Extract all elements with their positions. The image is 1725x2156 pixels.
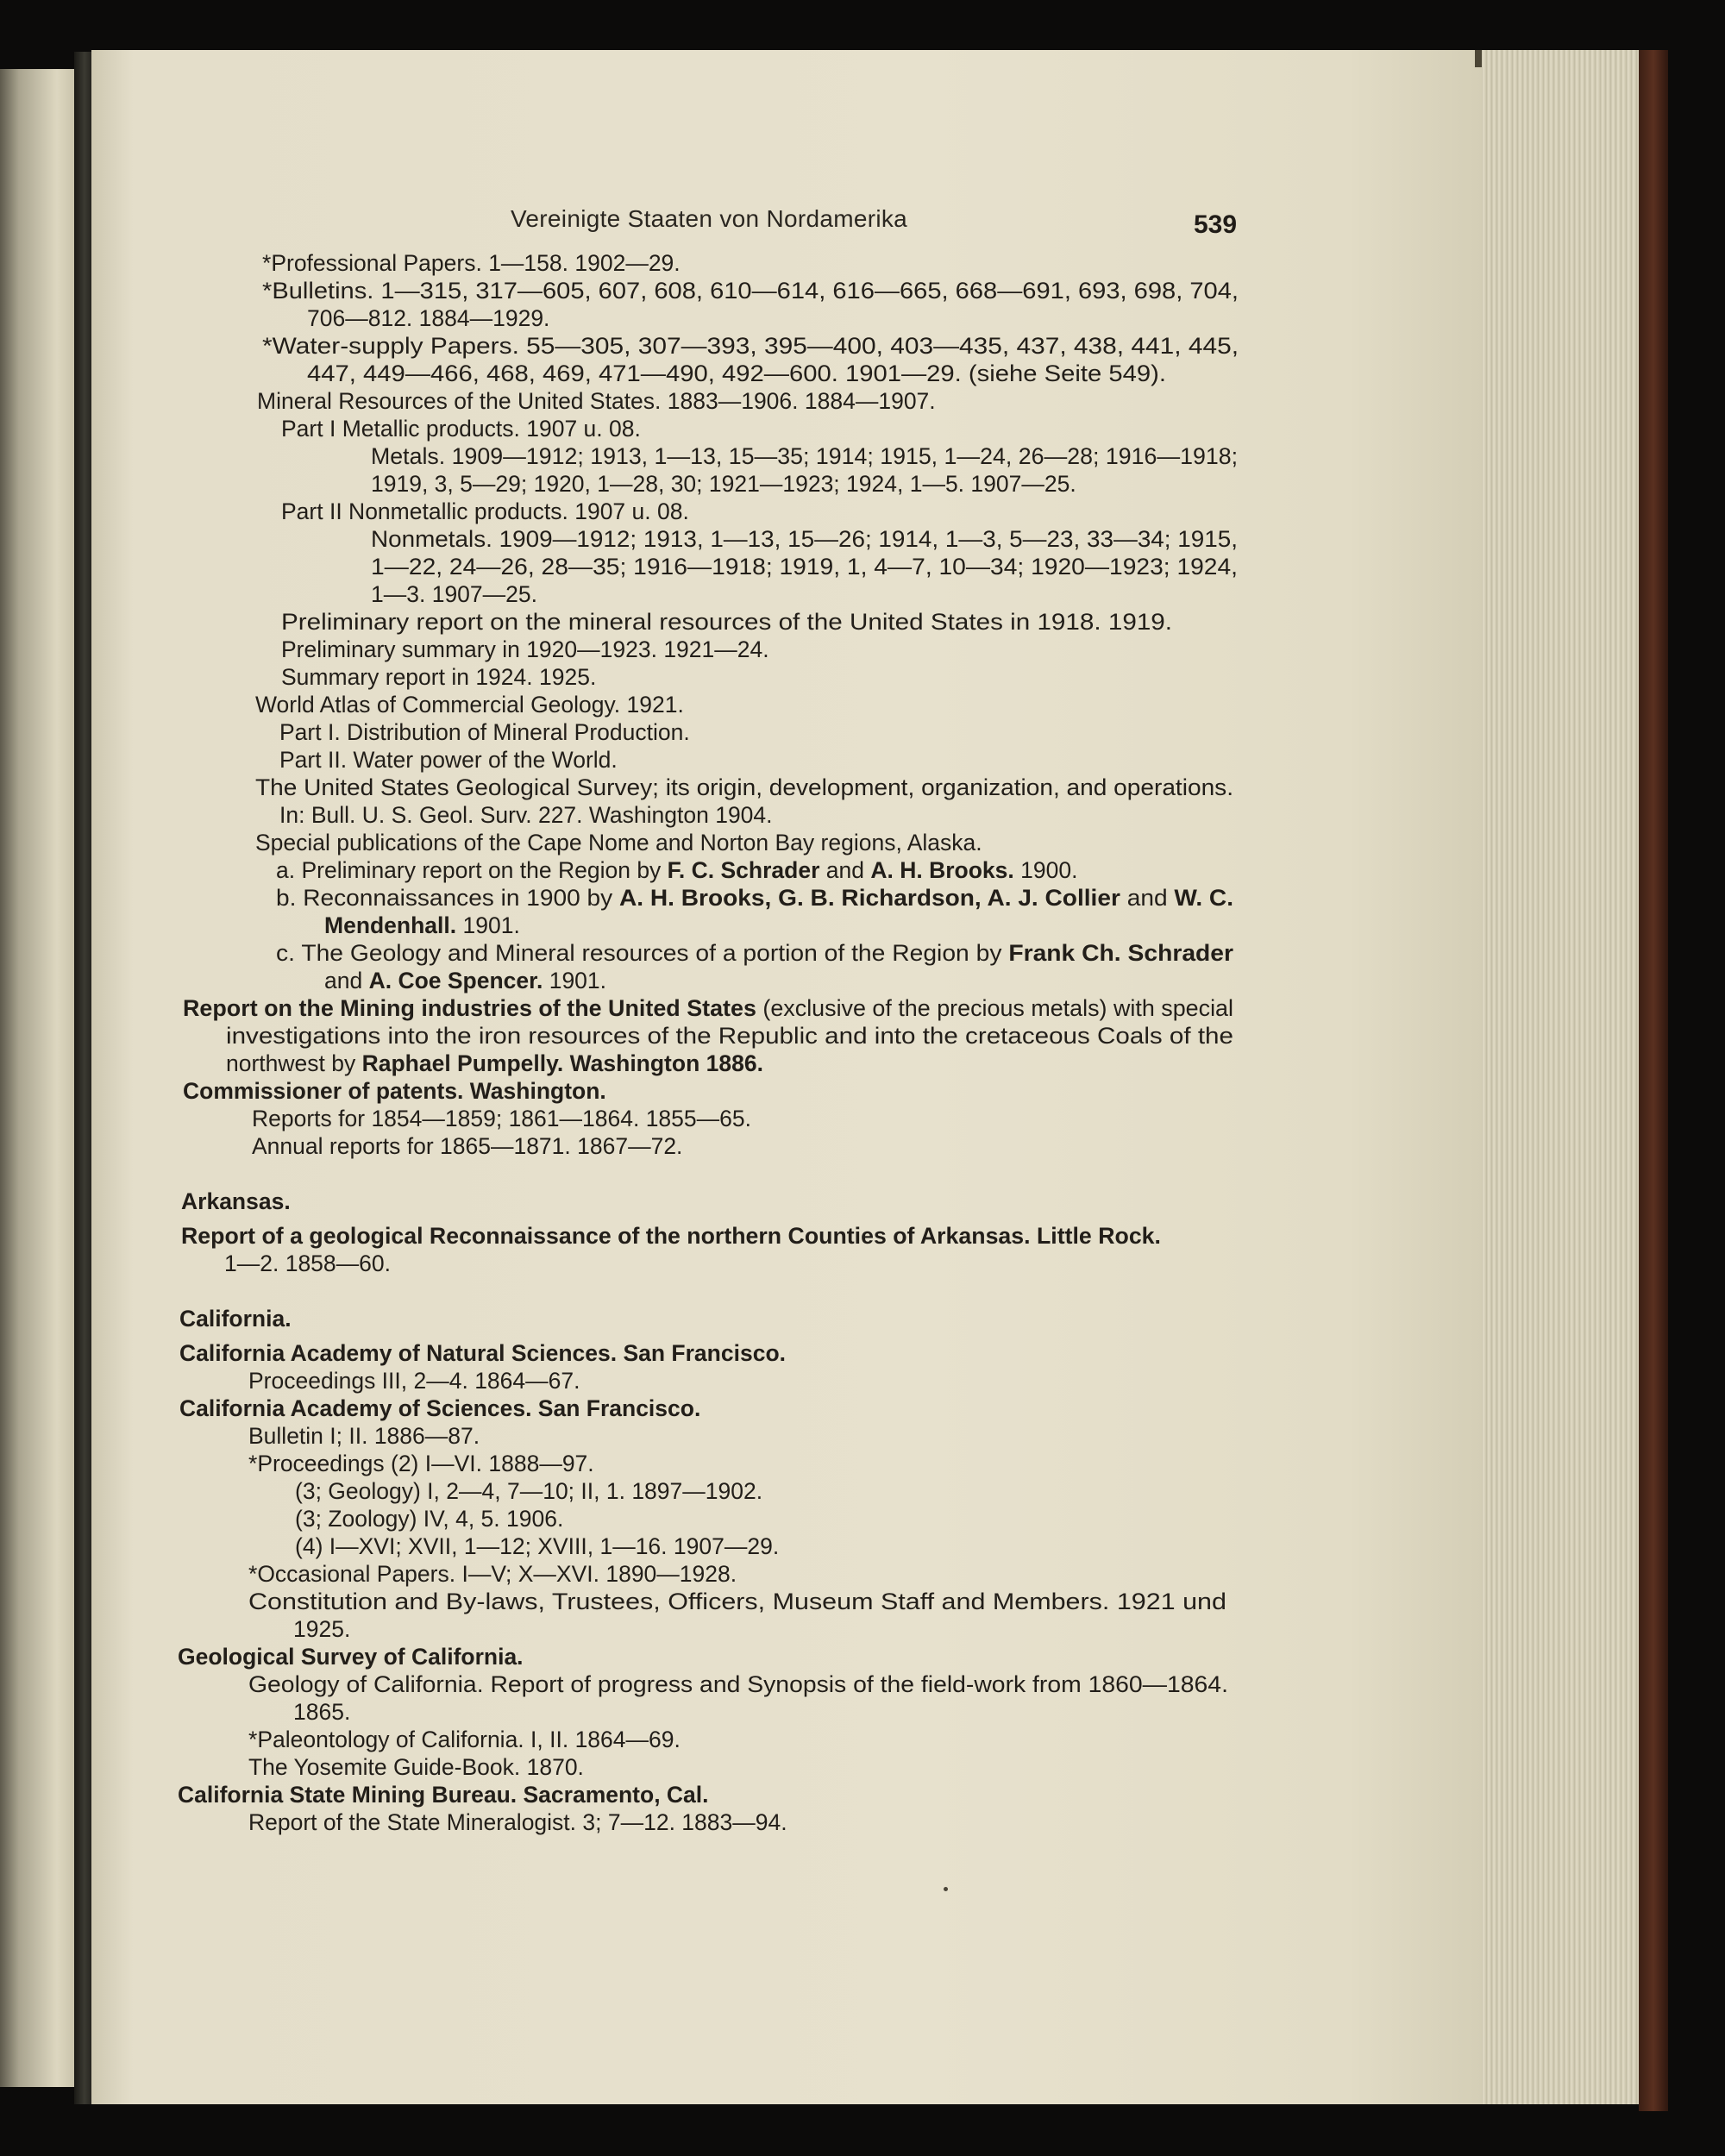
text-line [324, 968, 606, 995]
text-run: 1901. [543, 968, 607, 993]
text-run: 1901. [456, 912, 520, 938]
page-block-edges [1482, 50, 1650, 2104]
text-line [179, 1306, 292, 1333]
text-line [255, 830, 982, 857]
text-line [324, 912, 520, 940]
text-line [262, 333, 1239, 360]
text-line [293, 1699, 350, 1727]
text-run: *Water-supply Papers. 55—305, 307—393, 395—400, 403—435, 437, 438, 441, 445, [262, 333, 1239, 359]
text-line [248, 1368, 580, 1395]
text-run: b. Reconnaissances in 1900 by [276, 885, 620, 911]
text-run: Report of the State Mineralogist. 3; 7—12. 1883—94. [248, 1809, 787, 1835]
text-line [279, 802, 773, 830]
text-line [181, 1188, 291, 1216]
text-run: 1—3. 1907—25. [371, 581, 537, 607]
text-line [178, 1644, 524, 1671]
text-line [276, 940, 1233, 968]
text-run: *Paleontology of California. I, II. 1864—69. [248, 1727, 681, 1752]
text-line [224, 1250, 391, 1278]
text-run: *Occasional Papers. I—V; X—XVI. 1890—1928. [248, 1561, 737, 1587]
text-run: and [324, 968, 369, 993]
text-run: 1919, 3, 5—29; 1920, 1—28, 30; 1921—1923; 1924, 1—5. 1907—25. [371, 471, 1076, 497]
bold-text: Geological Survey of California. [178, 1644, 524, 1670]
text-line [295, 1478, 762, 1506]
running-head-title: Vereinigte Staaten von Nordamerika [511, 205, 908, 232]
text-run: *Bulletins. 1—315, 317—605, 607, 608, 610—614, 616—665, 668—691, 693, 698, 704, [262, 278, 1239, 304]
text-line [183, 995, 1233, 1023]
text-line [181, 1223, 1161, 1250]
bold-text: Report on the Mining industries of the United States [183, 995, 756, 1021]
text-run: In: Bull. U. S. Geol. Surv. 227. Washington 1904. [279, 802, 773, 828]
text-run: *Proceedings (2) I—VI. 1888—97. [248, 1451, 594, 1476]
text-run: investigations into the iron resources of the Republic and into the cretaceous Coals of the [226, 1023, 1233, 1049]
bold-text: Arkansas. [181, 1188, 291, 1214]
bold-text: Raphael Pumpelly. Washington 1886. [361, 1050, 763, 1076]
text-run: 1—2. 1858—60. [224, 1250, 391, 1276]
text-line [279, 719, 690, 747]
text-line [281, 664, 596, 692]
text-run: Preliminary report on the mineral resources of the United States in 1918. 1919. [281, 609, 1173, 635]
text-line [371, 526, 1238, 554]
text-line [248, 1451, 594, 1478]
facing-page-edge [0, 69, 76, 2087]
bold-text: Commissioner of patents. Washington. [183, 1078, 606, 1104]
text-line [281, 416, 641, 443]
text-run: Part I. Distribution of Mineral Production. [279, 719, 690, 745]
text-line [226, 1023, 1233, 1050]
text-line [307, 360, 1166, 388]
text-line [279, 747, 618, 774]
text-run: 706—812. 1884—1929. [307, 305, 550, 331]
text-line [252, 1133, 682, 1161]
text-run: The Yosemite Guide-Book. 1870. [248, 1754, 584, 1780]
text-line [248, 1671, 1228, 1699]
text-line [248, 1754, 584, 1782]
text-line [371, 443, 1238, 471]
running-head [0, 205, 1725, 240]
bold-text: A. Coe Spencer. [368, 968, 543, 993]
text-run: The United States Geological Survey; its origin, development, organization, and operations. [255, 774, 1233, 800]
text-run: 1925. [293, 1616, 351, 1642]
text-line [276, 857, 1077, 885]
text-line [179, 1395, 700, 1423]
text-run: Constitution and By-laws, Trustees, Officers, Museum Staff and Members. 1921 und [248, 1589, 1226, 1614]
text-run: Proceedings III, 2—4. 1864—67. [248, 1368, 580, 1394]
text-line [276, 885, 1233, 912]
text-line [307, 305, 549, 333]
page-number: 539 [1194, 210, 1238, 239]
bold-text: A. H. Brooks, G. B. Richardson, A. J. Collier [619, 885, 1120, 911]
text-run: Metals. 1909—1912; 1913, 1—13, 15—35; 1914; 1915, 1—24, 26—28; 1916—1918; [371, 443, 1239, 469]
text-run: Bulletin I; II. 1886—87. [248, 1423, 480, 1449]
bold-text: W. C. [1174, 885, 1234, 911]
text-line [226, 1050, 763, 1078]
text-run: Nonmetals. 1909—1912; 1913, 1—13, 15—26; 1914, 1—3, 5—23, 33—34; 1915, [371, 526, 1238, 552]
bold-text: California Academy of Natural Sciences. San Francisco. [179, 1340, 786, 1366]
text-run: Preliminary summary in 1920—1923. 1921—24. [281, 636, 769, 662]
text-run: *Professional Papers. 1—158. 1902—29. [262, 250, 681, 276]
text-run: World Atlas of Commercial Geology. 1921. [255, 692, 684, 718]
bold-text: Frank Ch. Schrader [1008, 940, 1234, 966]
text-line [371, 471, 1076, 498]
bold-text: California. [179, 1306, 292, 1332]
text-line [371, 581, 537, 609]
text-run: 447, 449—466, 468, 469, 471—490, 492—600. 1901—29. (siehe Seite 549). [307, 360, 1166, 386]
text-run: c. The Geology and Mineral resources of a portion of the Region by [276, 940, 1009, 966]
text-run: Part II Nonmetallic products. 1907 u. 08. [281, 498, 689, 524]
text-line [293, 1616, 350, 1644]
book-cover-edge [1639, 50, 1668, 2111]
text-line [371, 554, 1238, 581]
bold-text: Report of a geological Reconnaissance of the northern Counties of Arkansas. Little Rock. [181, 1223, 1161, 1249]
text-line [248, 1727, 681, 1754]
text-line [281, 498, 689, 526]
bold-text: A. H. Brooks. [870, 857, 1014, 883]
text-run: 1—22, 24—26, 28—35; 1916—1918; 1919, 1, 4—7, 10—34; 1920—1923; 1924, [371, 554, 1239, 580]
text-run: Annual reports for 1865—1871. 1867—72. [252, 1133, 683, 1159]
text-run: 1865. [293, 1699, 351, 1725]
text-line [183, 1078, 606, 1106]
text-line [281, 609, 1172, 636]
text-run: and [1120, 885, 1175, 911]
text-run: Summary report in 1924. 1925. [281, 664, 597, 690]
text-run: Reports for 1854—1859; 1861—1864. 1855—65. [252, 1106, 751, 1131]
text-line [255, 692, 684, 719]
text-run: a. Preliminary report on the Region by [276, 857, 668, 883]
bold-text: Mendenhall. [324, 912, 457, 938]
text-line [248, 1423, 480, 1451]
text-line [295, 1533, 779, 1561]
text-run: Part II. Water power of the World. [279, 747, 618, 773]
text-line [255, 774, 1233, 802]
text-run: (3; Zoology) IV, 4, 5. 1906. [295, 1506, 564, 1532]
text-line [257, 388, 936, 416]
text-run: (exclusive of the precious metals) with special [756, 995, 1233, 1021]
text-line [262, 250, 681, 278]
text-run: northwest by [226, 1050, 362, 1076]
text-run: Special publications of the Cape Nome and Norton Bay regions, Alaska. [255, 830, 982, 856]
text-run: and [819, 857, 871, 883]
text-line [178, 1782, 709, 1809]
paper-spot [944, 1887, 948, 1891]
text-line [252, 1106, 751, 1133]
text-run: (4) I—XVI; XVII, 1—12; XVIII, 1—16. 1907—29. [295, 1533, 780, 1559]
text-line [179, 1340, 786, 1368]
text-line [248, 1561, 737, 1589]
text-line [295, 1506, 563, 1533]
bold-text: F. C. Schrader [667, 857, 820, 883]
text-run: 1900. [1013, 857, 1078, 883]
text-run: Mineral Resources of the United States. 1883—1906. 1884—1907. [257, 388, 936, 414]
text-line [248, 1809, 787, 1837]
bold-text: California State Mining Bureau. Sacramento, Cal. [178, 1782, 709, 1808]
text-run: Geology of California. Report of progress and Synopsis of the field-work from 1860—1864. [248, 1671, 1228, 1697]
text-line [248, 1589, 1226, 1616]
bold-text: California Academy of Sciences. San Francisco. [179, 1395, 701, 1421]
text-run: Part I Metallic products. 1907 u. 08. [281, 416, 641, 442]
text-line [281, 636, 769, 664]
text-run: (3; Geology) I, 2—4, 7—10; II, 1. 1897—1902. [295, 1478, 763, 1504]
text-line [262, 278, 1239, 305]
